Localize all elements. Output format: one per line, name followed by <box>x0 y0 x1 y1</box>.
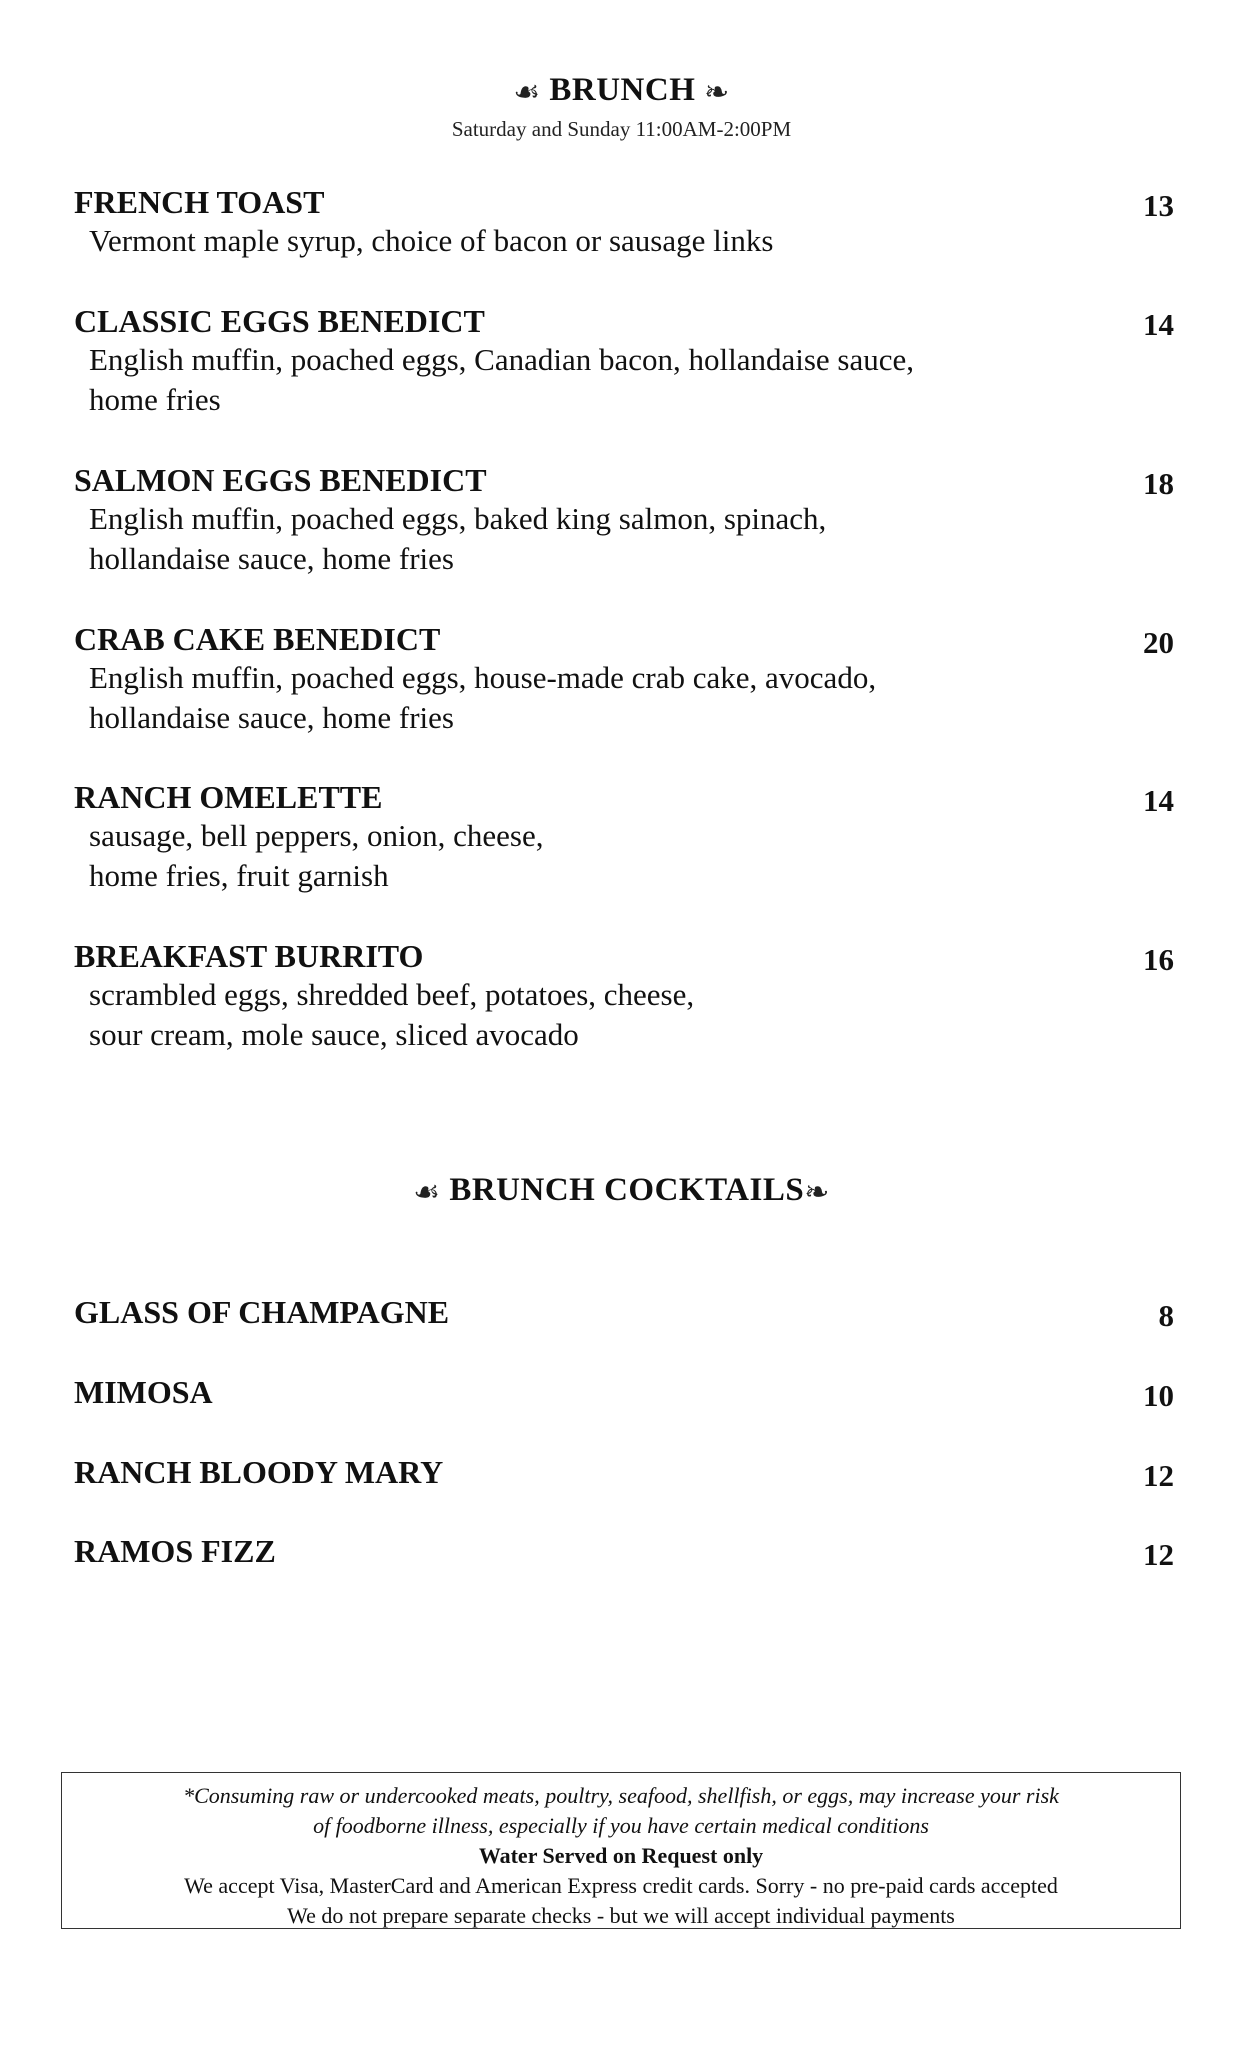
menu-item <box>74 183 1174 261</box>
item-name: FRENCH TOAST <box>74 184 325 220</box>
brunch-title-text: BRUNCH <box>549 72 696 108</box>
footer-checks-notice: We do not prepare separate checks - but we will accept individual payments <box>287 1903 955 1928</box>
item-name: CRAB CAKE BENEDICT <box>74 621 441 657</box>
item-description-line: English muffin, poached eggs, Canadian bacon, hollandaise sauce, <box>89 342 914 377</box>
item-price: 14 <box>1143 783 1174 818</box>
ornament-right-icon: ❧ <box>704 75 730 109</box>
item-description-line: English muffin, poached eggs, house-made crab cake, avocado, <box>89 660 877 695</box>
ornament-right-icon: ❧ <box>804 1175 830 1209</box>
cocktail-item <box>74 1293 1174 1331</box>
item-price: 14 <box>1143 307 1174 342</box>
item-description-line: hollandaise sauce, home fries <box>89 700 454 735</box>
item-description <box>89 975 1069 1055</box>
footer-disclaimer-line: of foodborne illness, especially if you have certain medical conditions <box>313 1813 929 1838</box>
item-description <box>89 658 1069 738</box>
item-price: 16 <box>1143 942 1174 977</box>
item-price: 20 <box>1143 625 1174 660</box>
footer-payment-notice: We accept Visa, MasterCard and American Express credit cards. Sorry - no pre-paid cards accepted <box>184 1873 1058 1898</box>
item-name: MIMOSA <box>74 1374 213 1410</box>
ornament-left-icon: ☙ <box>413 1175 441 1209</box>
brunch-title <box>0 72 1243 110</box>
cocktail-item <box>74 1373 1174 1411</box>
item-description-line: home fries, fruit garnish <box>89 858 389 893</box>
menu-item <box>74 302 1174 420</box>
item-price: 10 <box>1143 1378 1174 1413</box>
item-name: BREAKFAST BURRITO <box>74 938 424 974</box>
menu-item <box>74 937 1174 1055</box>
item-name: RAMOS FIZZ <box>74 1533 276 1569</box>
item-price: 13 <box>1143 188 1174 223</box>
item-description <box>89 816 1069 896</box>
item-name: GLASS OF CHAMPAGNE <box>74 1294 450 1330</box>
item-name: RANCH BLOODY MARY <box>74 1454 444 1490</box>
item-price: 8 <box>1158 1298 1174 1333</box>
cocktails-title-text: BRUNCH COCKTAILS <box>449 1172 805 1208</box>
menu-item <box>74 778 1174 896</box>
item-description-line: sausage, bell peppers, onion, cheese, <box>89 818 544 853</box>
menu-item <box>74 461 1174 579</box>
brunch-hours: Saturday and Sunday 11:00AM-2:00PM <box>451 117 792 141</box>
item-name: RANCH OMELETTE <box>74 779 383 815</box>
item-price: 12 <box>1143 1537 1174 1572</box>
item-description-line: home fries <box>89 382 221 417</box>
item-description-line: hollandaise sauce, home fries <box>89 541 454 576</box>
item-description <box>89 340 1069 420</box>
cocktail-item <box>74 1453 1174 1491</box>
item-description <box>89 221 1069 261</box>
item-description-line: scrambled eggs, shredded beef, potatoes, cheese, <box>89 977 695 1012</box>
ornament-left-icon: ☙ <box>513 75 541 109</box>
cocktails-title <box>0 1172 1243 1210</box>
menu-item <box>74 620 1174 738</box>
item-description-line: Vermont maple syrup, choice of bacon or sausage links <box>89 223 774 258</box>
footer-disclaimer-line: *Consuming raw or undercooked meats, poultry, seafood, shellfish, or eggs, may increase your risk <box>183 1783 1059 1808</box>
item-price: 18 <box>1143 466 1174 501</box>
item-name: SALMON EGGS BENEDICT <box>74 462 487 498</box>
item-price: 12 <box>1143 1458 1174 1493</box>
item-name: CLASSIC EGGS BENEDICT <box>74 303 485 339</box>
cocktail-item <box>74 1532 1174 1570</box>
item-description-line: sour cream, mole sauce, sliced avocado <box>89 1017 579 1052</box>
footer-water-notice: Water Served on Request only <box>478 1843 764 1868</box>
footer-notice-box <box>61 1772 1181 1929</box>
item-description <box>89 499 1069 579</box>
item-description-line: English muffin, poached eggs, baked king salmon, spinach, <box>89 501 827 536</box>
